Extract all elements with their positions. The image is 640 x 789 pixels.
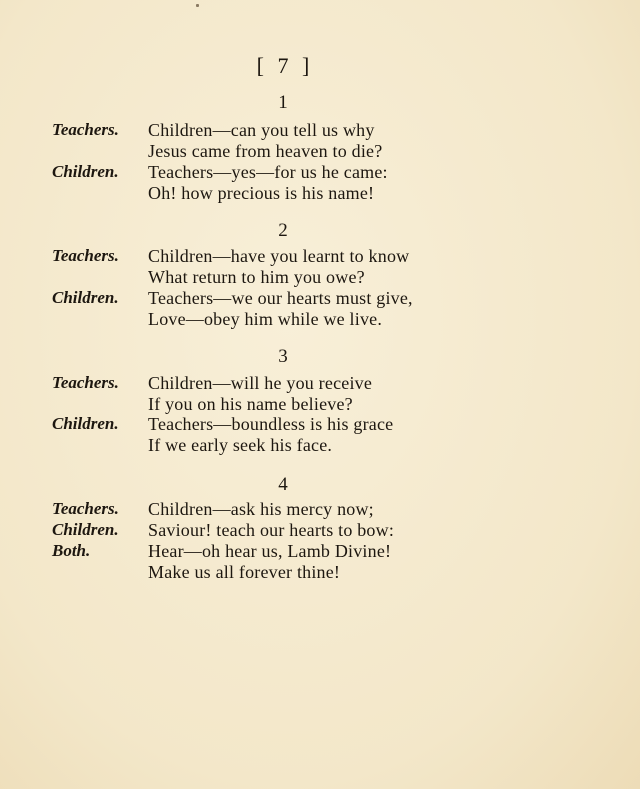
- stanza-number: 4: [278, 474, 288, 495]
- speaker-label: Teachers.: [52, 499, 119, 518]
- stanza-number: 2: [278, 220, 288, 241]
- speaker-label: Teachers.: [52, 246, 119, 265]
- stanza-number: 3: [278, 346, 288, 367]
- speaker-label: Children.: [52, 520, 119, 539]
- speaker-label: Children.: [52, 288, 119, 307]
- speaker-label: Both.: [52, 541, 91, 560]
- speaker-label: Teachers.: [52, 120, 119, 139]
- verse-line: Hear—oh hear us, Lamb Divine!: [148, 541, 392, 561]
- verse-line: Make us all forever thine!: [148, 562, 341, 582]
- speaker-label: Children.: [52, 414, 119, 433]
- verse-line: Saviour! teach our hearts to bow:: [148, 520, 395, 540]
- verse-line: If you on his name believe?: [148, 394, 353, 414]
- verse-line: Oh! how precious is his name!: [148, 183, 375, 203]
- verse-line: Children—will he you receive: [148, 373, 373, 393]
- verse-line: Love—obey him while we live.: [148, 309, 383, 329]
- stanza-number: 1: [278, 92, 288, 113]
- speaker-label: Children.: [52, 162, 119, 181]
- verse-line: Teachers—we our hearts must give,: [148, 288, 413, 308]
- verse-line: Teachers—yes—for us he came:: [148, 162, 388, 182]
- verse-line: Jesus came from heaven to die?: [148, 141, 383, 161]
- speaker-label: Teachers.: [52, 373, 119, 392]
- ink-speck: [196, 4, 199, 7]
- verse-line: If we early seek his face.: [148, 435, 333, 455]
- verse-line: Children—have you learnt to know: [148, 246, 410, 266]
- page-number: [ 7 ]: [256, 53, 314, 78]
- verse-line: What return to him you owe?: [148, 267, 365, 287]
- verse-line: Children—can you tell us why: [148, 120, 375, 140]
- verse-line: Children—ask his mercy now;: [148, 499, 374, 519]
- verse-line: Teachers—boundless is his grace: [148, 414, 394, 434]
